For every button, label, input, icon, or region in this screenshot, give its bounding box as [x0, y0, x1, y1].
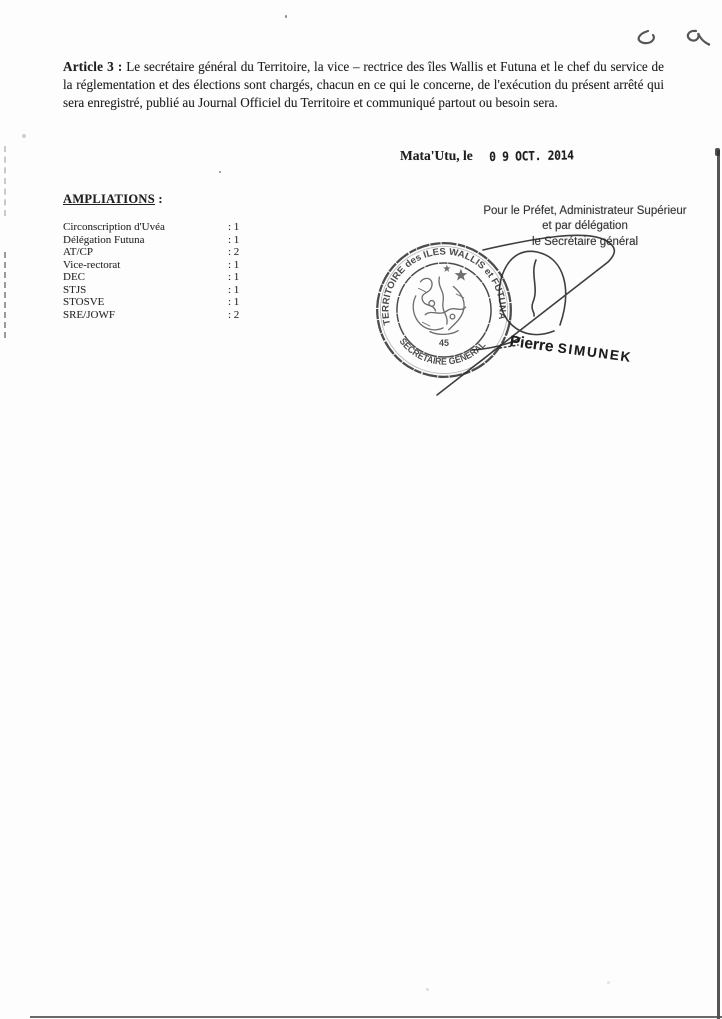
seal-arc-bottom-text: SECRETAIRE GENERAL [397, 335, 488, 367]
scan-fold-dashes-lower [4, 252, 6, 338]
dateline-place: Mata'Utu, le [400, 148, 473, 163]
scan-edge-right-blob [715, 148, 720, 156]
scan-speck [607, 981, 610, 984]
list-item: Vice-rectorat : 1 [63, 258, 240, 271]
article-3-paragraph [63, 58, 664, 111]
seal-number: 45 [439, 337, 449, 348]
handwritten-signature [360, 220, 660, 420]
list-item: Circonscription d'Uvéa : 1 [63, 221, 240, 233]
ampliations-heading-word: AMPLIATIONS [63, 192, 155, 206]
scan-edge-right-line [717, 150, 720, 1019]
list-item: Délégation Futuna : 1 [63, 233, 240, 246]
scan-edge-bottom-line [30, 1016, 722, 1018]
ampliations-heading [63, 192, 163, 207]
list-item: SRE/JOWF : 2 [63, 308, 240, 321]
delegation-line-2: et par délégation [542, 220, 628, 233]
handwritten-scribble [632, 24, 716, 52]
scan-fold-dashes-upper [4, 146, 6, 216]
signer-first-name: Pierre [508, 333, 555, 356]
delegation-line-1: Pour le Préfet, Administrateur Supérieur [483, 205, 687, 217]
list-item: STJS : 1 [63, 283, 240, 296]
ampliations-heading-colon: : [154, 192, 163, 206]
signer-last-name: SIMUNEK [556, 340, 634, 365]
article-3-body: Le secrétaire général du Territoire, la vice – rectrice des îles Wallis et Futuna et le chef du service de la réglementation et des élections sont chargés, chacun en ce qui le concerne, de l'exécution du présent arrêté qui sera enregistré, publié au Journal Officiel du Territoire et communiqué partout ou besoin sera. [63, 59, 664, 110]
date-stamp: 0 9 OCT. 2014 [489, 147, 574, 164]
scan-speck [22, 134, 26, 138]
list-item: AT/CP : 2 [63, 246, 240, 258]
scan-speck [285, 15, 287, 18]
ampliations-list [63, 221, 263, 321]
seal-arc-top-text: TERRITOIRE des ILES WALLIS et FUTUNA [379, 245, 509, 327]
list-item: DEC : 1 [63, 271, 240, 283]
article-3-label: Article 3 : [63, 59, 123, 75]
scan-speck [219, 171, 221, 173]
delegation-line-3: le Secrétaire général [531, 235, 639, 248]
scan-speck [426, 988, 429, 991]
list-item: STOSVE : 1 [63, 296, 240, 308]
